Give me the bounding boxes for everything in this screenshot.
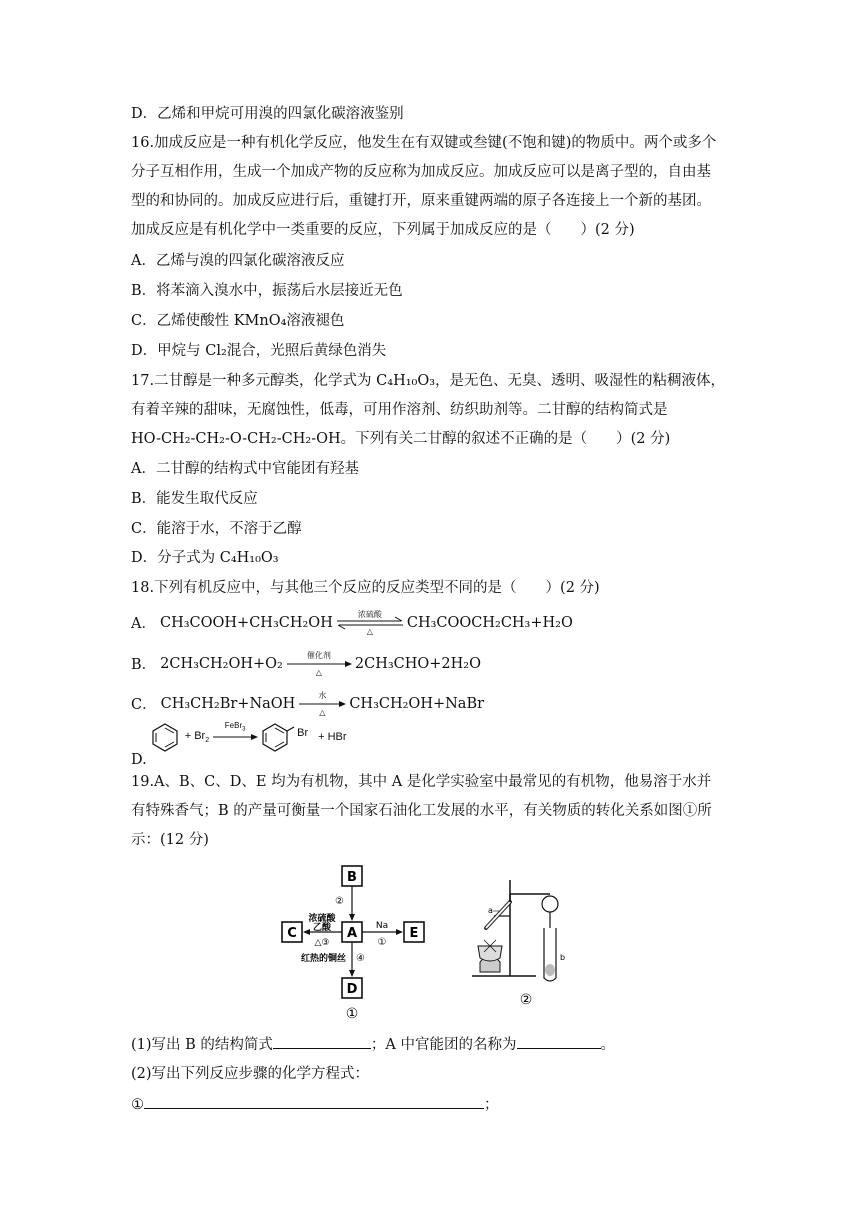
answer-blank-structure[interactable] (273, 1034, 371, 1049)
box-b-label: B (347, 870, 357, 885)
reagent-copper-wire: 红热的铜丝 (300, 954, 346, 964)
label-a: a (488, 906, 493, 915)
condition-above: 浓硫酸 (357, 609, 382, 619)
part1-prompt: (1)写出 B 的结构简式 (131, 1037, 273, 1053)
condition-above: 催化剂 (306, 650, 331, 660)
products: CH₃CH₂OH+NaBr (349, 695, 485, 712)
box-e-label: E (409, 926, 419, 941)
products: 2CH₃CHO+2H₂O (354, 655, 481, 672)
reaction-arrow (297, 690, 347, 717)
benzene-ring-icon (151, 722, 179, 752)
q16-option-c: C．乙烯使酸性 KMnO₄溶液褪色 (131, 313, 345, 329)
q17-option-a: A．二甘醇的结构式中官能团有羟基 (131, 461, 359, 477)
box-d-label: D (346, 982, 358, 997)
option-label: A． (131, 616, 156, 632)
step-4-label: ④ (356, 953, 365, 964)
condition-below: △ (315, 667, 322, 677)
q19-part2-eq1 (131, 1094, 499, 1115)
q18-option-c (131, 690, 485, 717)
q18-option-d (131, 722, 347, 766)
q19-part2: (2)写出下列反应步骤的化学方程式： (131, 1066, 370, 1082)
reactants: CH₃CH₂Br+NaOH (160, 695, 296, 712)
q18-option-a (131, 609, 573, 636)
answer-blank-equation-1[interactable] (144, 1094, 484, 1109)
reagent-acetic-acid: 乙酸 (312, 923, 332, 933)
condition-below: △ (319, 707, 326, 717)
products: CH₃COOCH₂CH₃+H₂O (406, 614, 573, 631)
option-label: B． (131, 657, 157, 673)
reagent-na: Na (375, 921, 389, 931)
condition-below: △ (366, 626, 373, 636)
part1-end: 。 (600, 1037, 616, 1053)
reaction-arrow (211, 721, 259, 747)
box-a-label: A (346, 926, 358, 941)
option-label: D. (131, 752, 147, 768)
q17-stem-1: 17.二甘醇是一种多元醇类，化学式为 C₄H₁₀O₃，是无色、无臭、透明、吸湿性的粘稠液体， (131, 373, 726, 389)
step-3-label: △③ (314, 938, 330, 948)
distillation-apparatus (470, 880, 580, 1010)
transformation-diagram (280, 864, 440, 1024)
step-1-label: ① (377, 937, 387, 948)
q16-stem-4: 加成反应是有机化学中一类重要的反应，下列属于加成反应的是（ ）(2 分) (131, 222, 635, 238)
q17-option-c: C．能溶于水，不溶于乙醇 (131, 521, 302, 537)
q18-stem: 18.下列有机反应中，与其他三个反应的反应类型不同的是（ ）(2 分) (131, 580, 600, 596)
bromo-substituent: Br (297, 727, 309, 739)
q16-option-d: D．甲烷与 Cl₂混合，光照后黄绿色消失 (131, 343, 387, 359)
q16-stem-3: 型的和协同的。加成反应进行后，重键打开，原来重键两端的原子各连接上一个新的基团。 (131, 193, 711, 209)
figure-1-caption: ① (345, 1006, 359, 1022)
step-2-label: ② (335, 896, 344, 907)
q18-option-b (131, 650, 481, 677)
q16-option-a: A．乙烯与溴的四氯化碳溶液反应 (131, 253, 345, 269)
subscript: 2 (205, 737, 210, 745)
q19-stem-1: 19.A、B、C、D、E 均为有机物，其中 A 是化学实验室中最常见的有机物，他易溶于水并 (131, 774, 712, 790)
label-b: b (560, 953, 566, 962)
answer-blank-functional-group[interactable] (517, 1034, 601, 1049)
reagent-h2so4: 浓硫酸 (308, 914, 336, 924)
q16-stem-1: 16.加成反应是一种有机化学反应，他发生在有双键或叁键(不饱和键)的物质中。两个或多个 (131, 135, 717, 151)
box-c-label: C (287, 926, 297, 941)
q16-option-b: B．将苯滴入溴水中，振荡后水层接近无色 (131, 283, 403, 299)
q17-option-d: D．分子式为 C₄H₁₀O₃ (131, 550, 279, 566)
hydrogen-bromide: + HBr (318, 731, 347, 743)
catalyst: FeBr$_3$ (224, 721, 246, 733)
q17-option-b: B．能发生取代反应 (131, 491, 258, 507)
eq1-end: ； (484, 1097, 499, 1113)
q19-stem-3: 示：(12 分) (131, 832, 209, 848)
reactants: 2CH₃CH₂OH+O₂ (160, 655, 283, 672)
condition-above: 水 (318, 690, 327, 700)
option-d-q15: D．乙烯和甲烷可用溴的四氯化碳溶液鉴别 (131, 106, 404, 122)
reaction-arrow (285, 650, 353, 677)
reversible-arrow (335, 609, 405, 636)
part1-prompt-2: ；A 中官能团的名称为 (370, 1037, 517, 1053)
q17-stem-2: 有着辛辣的甜味，无腐蚀性，低毒，可用作溶剂、纺织助剂等。二甘醇的结构简式是 (131, 402, 668, 418)
q19-part1 (131, 1034, 615, 1055)
figure-2-caption: ② (519, 992, 533, 1008)
option-label: C． (131, 697, 157, 713)
reactants: CH₃COOH+CH₃CH₂OH (159, 614, 333, 631)
q19-stem-2: 有特殊香气；B 的产量可衡量一个国家石油化工发展的水平，有关物质的转化关系如图①所 (131, 803, 712, 819)
q17-stem-3: HO-CH₂-CH₂-O-CH₂-CH₂-OH。下列有关二甘醇的叙述不正确的是（ ）(2 分) (131, 431, 671, 447)
q16-stem-2: 分子互相作用，生成一个加成产物的反应称为加成反应。加成反应可以是离子型的，自由基 (131, 164, 711, 180)
bromine-reagent: + Br (184, 729, 206, 742)
step-1-marker: ① (131, 1097, 144, 1113)
